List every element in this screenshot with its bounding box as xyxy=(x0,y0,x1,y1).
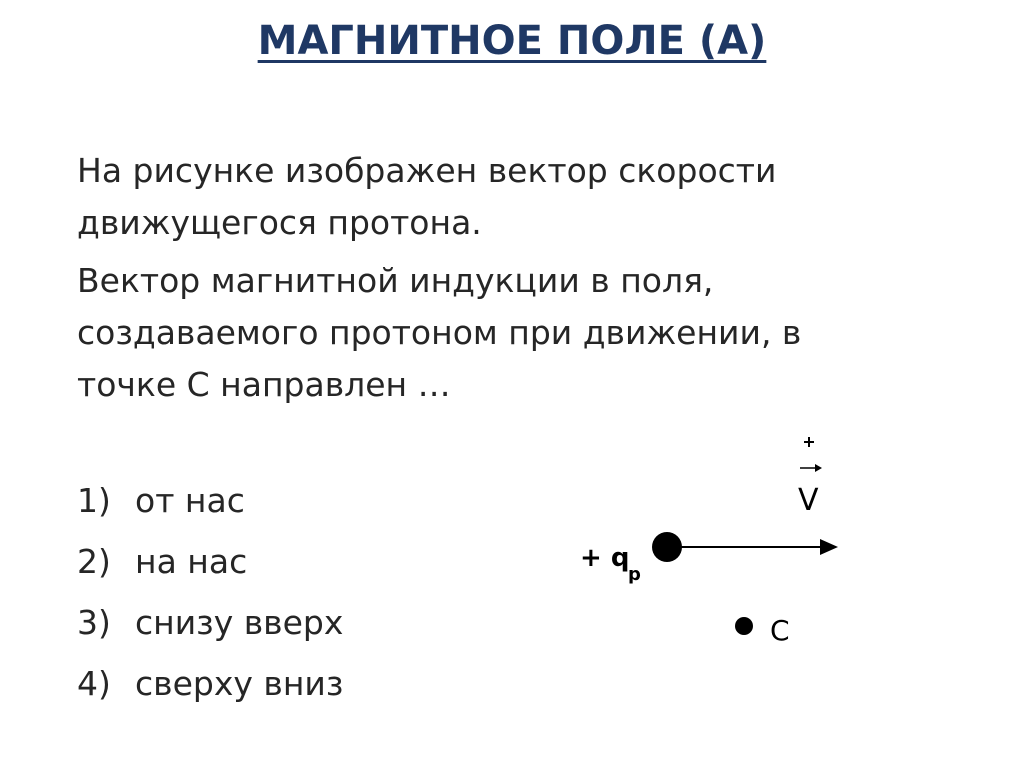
charge-subscript: p xyxy=(628,564,641,585)
answer-text: на нас xyxy=(135,542,248,581)
answer-option-2[interactable] xyxy=(77,531,343,592)
answer-number: 3) xyxy=(77,603,111,642)
slide-title-container xyxy=(0,18,1024,64)
velocity-label: V xyxy=(798,483,819,518)
point-c-dot xyxy=(735,617,753,635)
question-line: движущегося протона. xyxy=(77,203,482,242)
answer-number: 1) xyxy=(77,481,111,520)
velocity-arrowhead xyxy=(820,539,838,555)
point-c-label: C xyxy=(770,614,790,647)
question-paragraph-2 xyxy=(77,255,801,411)
velocity-label-group xyxy=(798,437,822,518)
answer-text: снизу вверх xyxy=(135,603,344,642)
question-line: Вектор магнитной индукции в поля, xyxy=(77,261,714,300)
answer-list xyxy=(77,470,343,714)
answer-text: сверху вниз xyxy=(135,664,344,703)
slide-title: МАГНИТНОЕ ПОЛЕ (А) xyxy=(257,18,767,64)
velocity-vector-arrowhead-small xyxy=(815,464,822,472)
answer-option-4[interactable] xyxy=(77,653,343,714)
question-line: создаваемого протоном при движении, в xyxy=(77,313,802,352)
answer-option-1[interactable] xyxy=(77,470,343,531)
answer-text: от нас xyxy=(135,481,245,520)
answer-number: 4) xyxy=(77,664,111,703)
question-line: точке С направлен … xyxy=(77,365,451,404)
answer-number: 2) xyxy=(77,542,111,581)
question-paragraph-1 xyxy=(77,145,776,249)
question-line: На рисунке изображен вектор скорости xyxy=(77,151,777,190)
charge-label: + q xyxy=(580,543,630,573)
proton-velocity-diagram xyxy=(560,430,860,670)
answer-option-3[interactable] xyxy=(77,592,343,653)
